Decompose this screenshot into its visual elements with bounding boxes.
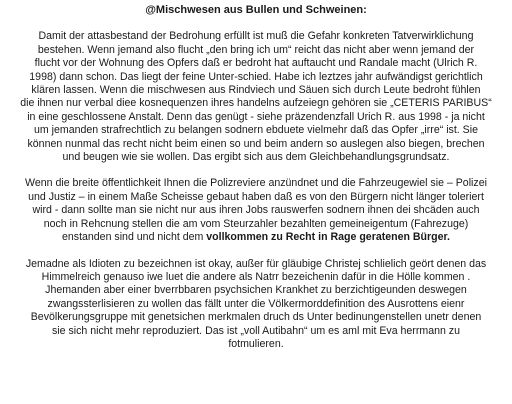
text-line: können nunmal das recht nicht beim einen so und beim andern so auslegen also biegen, brechen <box>27 137 485 150</box>
text-line: und beugen wie sie wollen. Das ergibt sich aus dem Gleichbehandlungsgrundsatz. <box>62 151 450 164</box>
text-line: Jhemanden aber einer bverrbbaren psychsichen Krankhet zu berzichtigeunden deswegen <box>45 284 467 297</box>
document-title: @Mischwesen aus Bullen und Schweinen: <box>145 4 367 16</box>
paragraph-2 <box>12 177 500 244</box>
text-line: wird - dann sollte man sie nicht nur aus ihren Jobs rauswerfen sodnern ihnen dei shcäden auch <box>32 204 480 217</box>
text-line: 1998) dann schon. Das liegt der feine Unter-schied. Habe ich leztzes jahr aufwändigst gerichtlich <box>29 70 483 83</box>
paragraph-1 <box>12 30 500 164</box>
text-line: und Justiz – in einem Maße Scheisse gebaut haben daß es von den Bürgern nicht länger toleriert <box>28 190 484 203</box>
text-line: bestehen. Wenn jemand also flucht „den bring ich um“ reicht das nicht aber wenn jemand der <box>37 43 475 56</box>
text-line: die ihnen nur verbal diee kosnequenzen ihres handelns aufzeiegn gehören sie „CETERIS PARIBUS“ <box>20 97 492 110</box>
text-line: fotmulieren. <box>228 337 284 350</box>
text-line: Himmelreich genauso iwe luet die andere als Natrr bezeichenin dafür in die Hölle kommen . <box>41 270 471 283</box>
text-line: zwangssterlisieren zu wollen das fällt unter die Völkermorddefinition des Ausrottens eienr <box>47 297 465 310</box>
text-line: Jemadne als Idioten zu bezeichnen ist okay, außer für gläubige Christej schlielich geört denen das <box>25 257 487 270</box>
text-line-mixed <box>12 231 500 244</box>
text-line: noch in Rehcnung stellen die am vom Steurzahler bezahlten gemeineigentum (Fahrezuge) <box>43 217 469 230</box>
text-line: in eine geschlossene Anstalt. Denn das genügt - siehe präzendenzfall Urich R. aus 1998 - ja nicht <box>27 110 485 123</box>
text-line: sie sich nicht mehr reproduziert. Das ist „voll Autibahn“ um es aml mit Eva herrmann zu <box>51 324 460 337</box>
text-line: klären lassen. Wenn die mischwesen aus Rindviech und Säuen sich durch Leute bedroht fühlen <box>31 84 481 97</box>
text-emphasis: vollkommen zu Recht in Rage geratenen Bürger. <box>206 231 450 244</box>
text-line: um jemanden strafrechtlich zu belangen sodnern ebduete vielmehr daß das Opfer „irre“ ist. Sie <box>34 124 478 137</box>
text-line: Wenn die breite öffentlichkeit Ihnen die Polizreviere anzündnet und die Fahrzeugewiel sie – Polizei <box>25 177 487 190</box>
text-line: Bevölkerungsgruppe mit genetsichen merkmalen druch ds Unter bedinungenstellen unetr denen <box>30 311 482 324</box>
text-plain: enstanden sind und nicht dem <box>61 231 207 244</box>
text-line: Damit der attasbestand der Bedrohung erfüllt ist muß die Gefahr konkreten Tatverwirklichung <box>38 30 474 43</box>
text-line: flucht vor der Wohnung des Opfers daß er bedroht hat auftaucht und Randale macht (Ulrich R. <box>34 57 478 70</box>
paragraph-3 <box>12 258 500 352</box>
